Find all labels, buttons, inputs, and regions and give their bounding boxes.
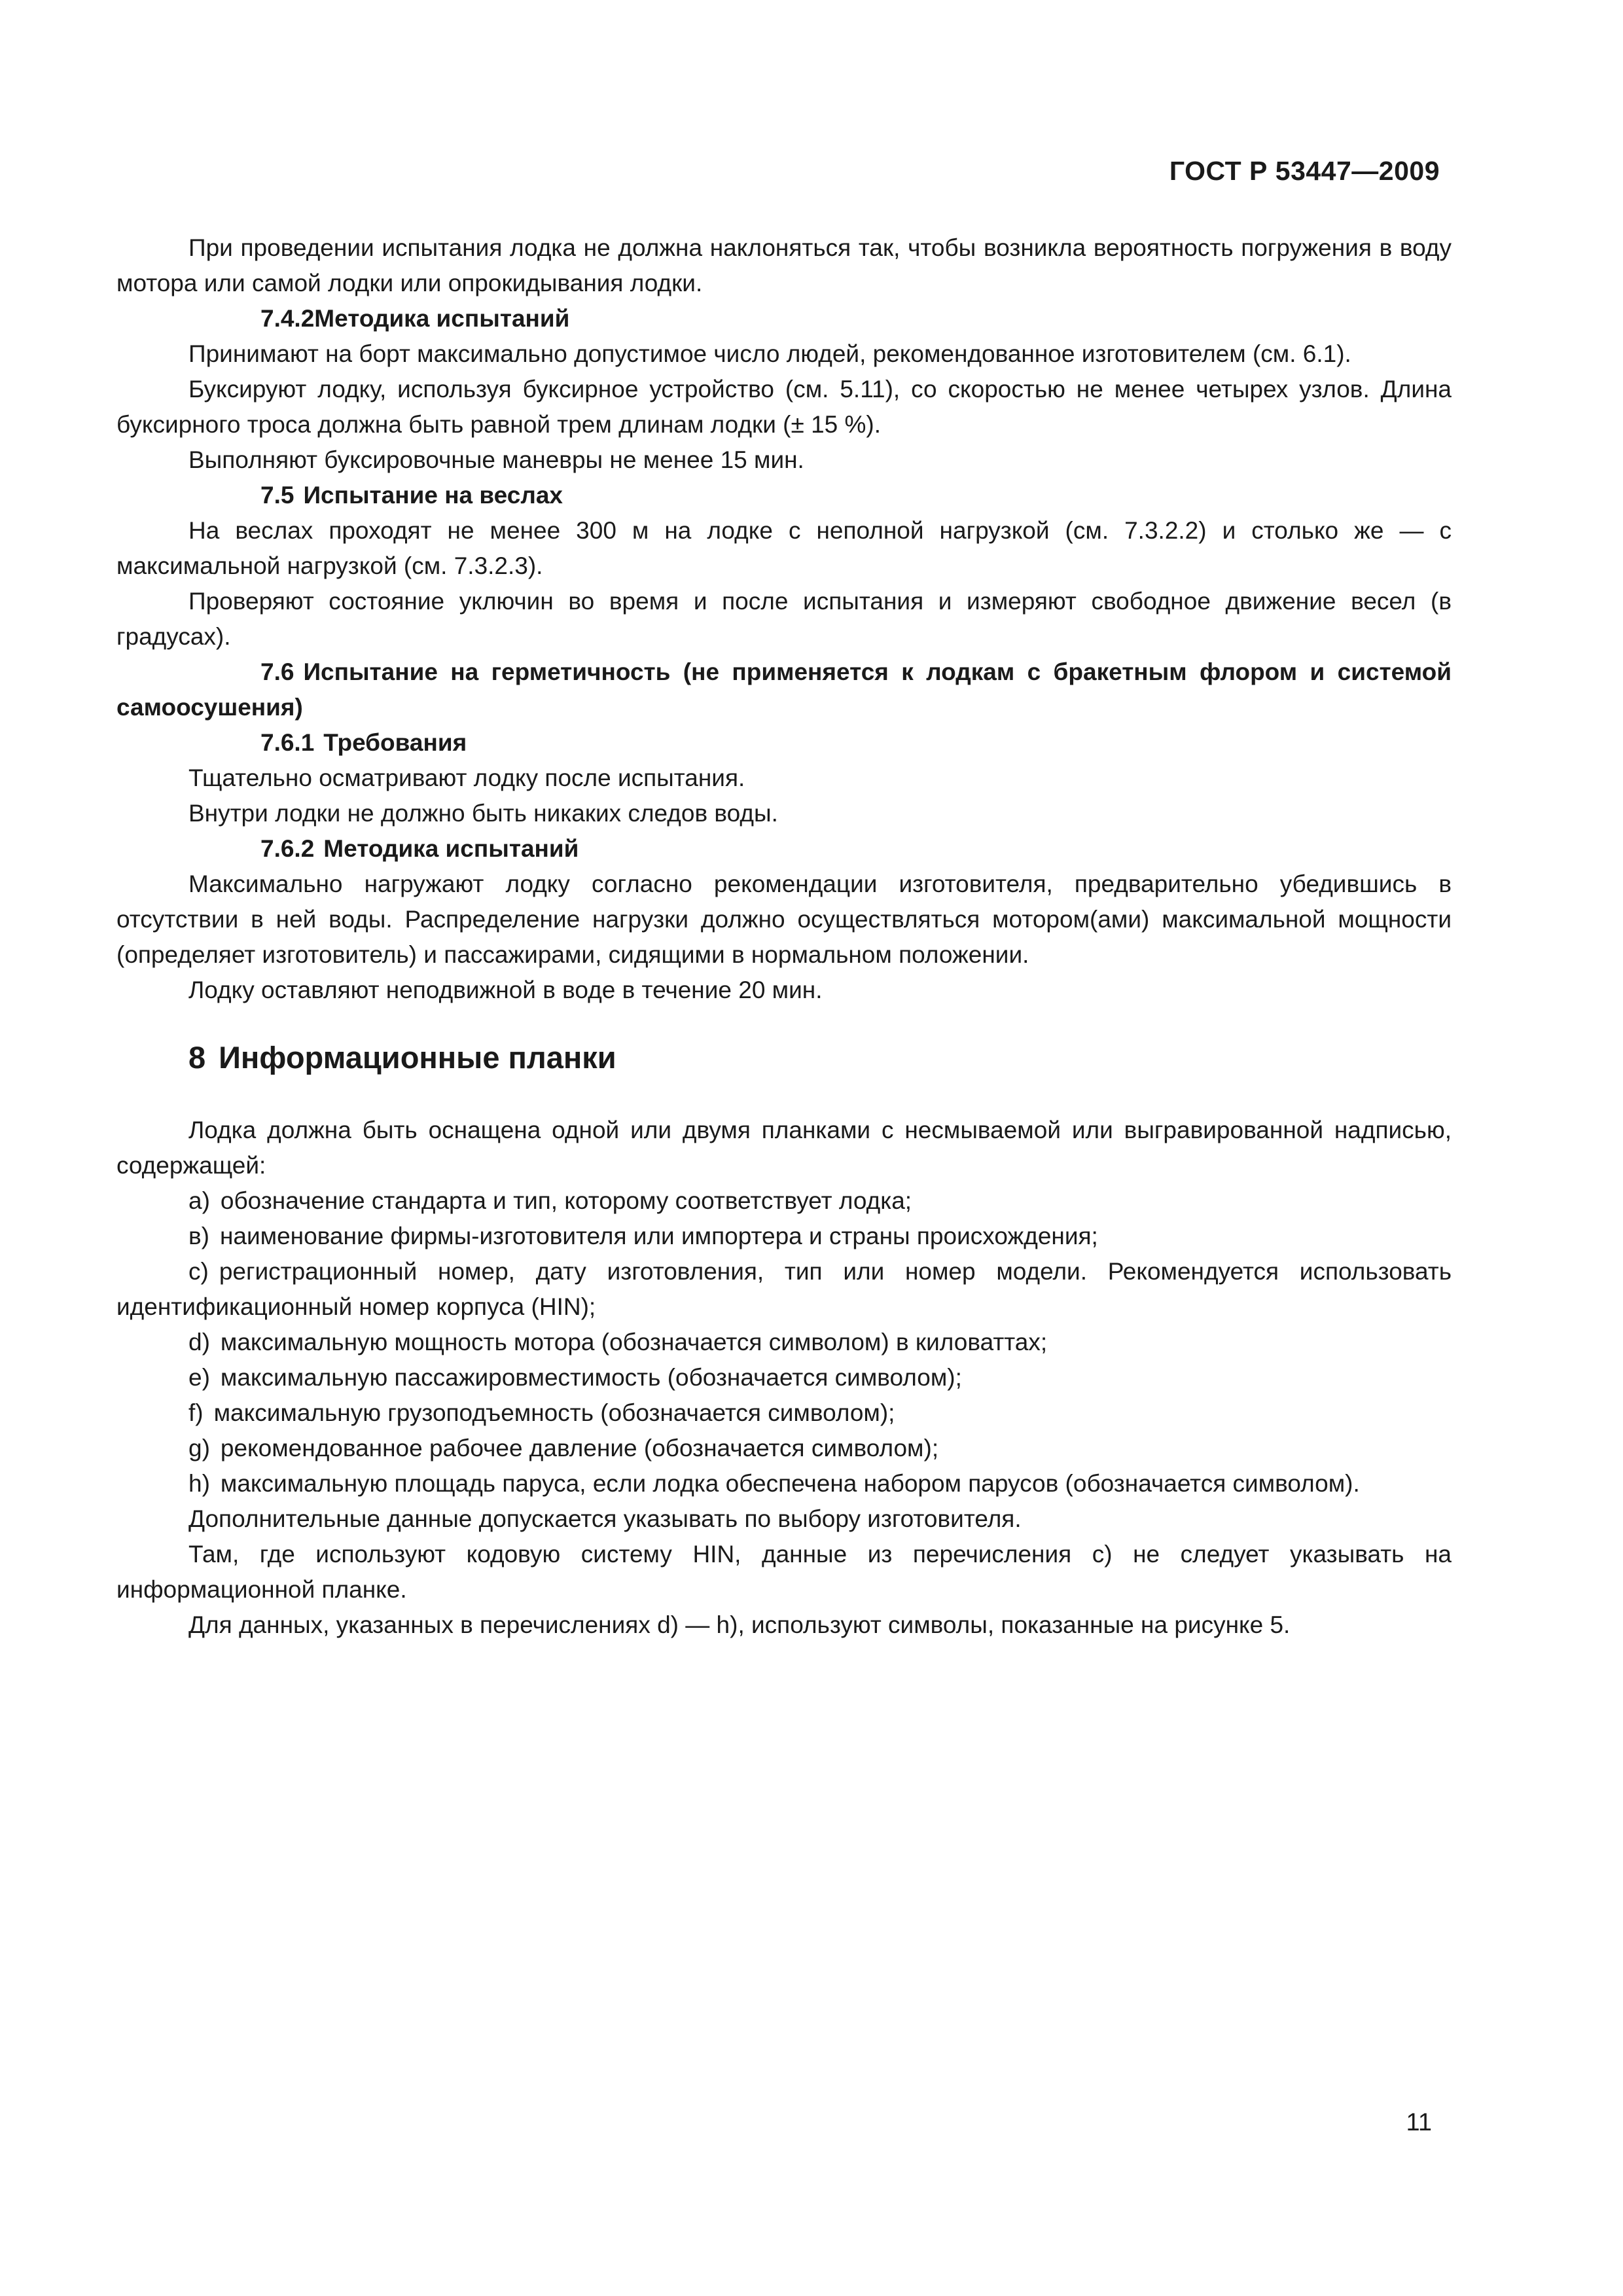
paragraph: На веслах проходят не менее 300 м на лодке с неполной нагрузкой (см. 7.3.2.2) и столько же — с максимальной нагрузкой (см. 7.3.2.3).	[116, 517, 1452, 579]
chapter-heading	[116, 1037, 1452, 1079]
list-item	[116, 1431, 1452, 1466]
list-item-text: наименование фирмы-изготовителя или импортера и страны происхождения;	[219, 1223, 1098, 1249]
paragraph: Проверяют состояние уключин во время и после испытания и измеряют свободное движение весел (в градусах).	[116, 588, 1452, 650]
list-item-text: максимальную мощность мотора (обозначается символом) в киловаттах;	[220, 1329, 1048, 1355]
section-number: 7.4.2	[260, 305, 315, 332]
list-item	[116, 1395, 1452, 1431]
document-body	[116, 230, 1452, 1643]
section-heading	[116, 725, 1452, 761]
list-item	[116, 1183, 1452, 1219]
list-marker: g)	[188, 1435, 210, 1462]
section-title: Методика испытаний	[314, 305, 570, 332]
list-item-text: максимальную площадь паруса, если лодка обеспечена набором парусов (обозначается символом).	[220, 1470, 1360, 1497]
paragraph: Принимают на борт максимально допустимое число людей, рекомендованное изготовителем (см. 6.1).	[188, 340, 1351, 367]
paragraph: Максимально нагружают лодку согласно рекомендации изготовителя, предварительно убедившись в отсутствии в ней воды. Распределение нагрузки должно осуществляться мотором(ами) максимальной мощности (определяет изготовитель) и пассажирами, сидящими в нормальном положении.	[116, 870, 1452, 968]
list-item	[116, 1325, 1452, 1360]
paragraph: Лодку оставляют неподвижной в воде в течение 20 мин.	[188, 977, 823, 1003]
list-item	[116, 1466, 1452, 1501]
paragraph: Лодка должна быть оснащена одной или двумя планками с несмываемой или выгравированной надписью, содержащей:	[116, 1117, 1452, 1179]
document-id-header: ГОСТ Р 53447—2009	[1169, 156, 1440, 186]
paragraph: Для данных, указанных в перечислениях d) — h), используют символы, показанные на рисунке 5.	[188, 1611, 1291, 1638]
chapter-number: 8	[188, 1040, 206, 1075]
list-item-text: максимальную грузоподъемность (обозначается символом);	[213, 1399, 895, 1426]
section-heading	[116, 831, 1452, 867]
paragraph: Дополнительные данные допускается указывать по выбору изготовителя.	[188, 1505, 1022, 1532]
list-marker: d)	[188, 1329, 210, 1355]
paragraph: Там, где используют кодовую систему HIN, данные из перечисления с) не следует указывать на информационной планке.	[116, 1541, 1452, 1603]
list-item	[116, 1360, 1452, 1395]
list-item-text: регистрационный номер, дату изготовления, тип или номер модели. Рекомендуется использовать идентификационный номер корпуса (HIN);	[116, 1258, 1452, 1320]
list-item-text: обозначение стандарта и тип, которому соответствует лодка;	[220, 1187, 912, 1214]
section-title: Испытание на веслах	[303, 482, 563, 509]
list-marker: f)	[188, 1399, 204, 1426]
section-number: 7.6	[260, 658, 294, 685]
paragraph: При проведении испытания лодка не должна наклоняться так, чтобы возникла вероятность погружения в воду мотора или самой лодки или опрокидывания лодки.	[116, 234, 1452, 296]
section-heading	[116, 301, 1452, 336]
list-marker: a)	[188, 1187, 210, 1214]
section-number: 7.6.1	[260, 729, 315, 756]
section-title: Методика испытаний	[323, 835, 579, 862]
list-marker: в)	[188, 1223, 209, 1249]
paragraph: Буксируют лодку, используя буксирное устройство (см. 5.11), со скоростью не менее четырех узлов. Длина буксирного троса должна быть равной трем длинам лодки (± 15 %).	[116, 376, 1452, 438]
list-marker: с)	[188, 1258, 209, 1285]
paragraph: Тщательно осматривают лодку после испытания.	[188, 764, 745, 791]
section-title: Испытание на герметичность (не применяется к лодкам с бракетным флором и системой самоосушения)	[116, 658, 1452, 721]
section-number: 7.6.2	[260, 835, 315, 862]
chapter-title: Информационные планки	[219, 1040, 616, 1075]
list-marker: h)	[188, 1470, 210, 1497]
section-title: Требования	[323, 729, 467, 756]
section-heading	[116, 478, 1452, 513]
list-item	[116, 1254, 1452, 1325]
list-marker: е)	[188, 1364, 210, 1391]
paragraph: Выполняют буксировочные маневры не менее 15 мин.	[188, 446, 804, 473]
list-item-text: максимальную пассажировместимость (обозначается символом);	[220, 1364, 962, 1391]
page-number: 11	[1406, 2109, 1432, 2136]
section-number: 7.5	[260, 482, 294, 509]
list-item	[116, 1219, 1452, 1254]
list-item-text: рекомендованное рабочее давление (обозначается символом);	[220, 1435, 939, 1462]
section-heading	[116, 655, 1452, 725]
paragraph: Внутри лодки не должно быть никаких следов воды.	[188, 800, 778, 827]
